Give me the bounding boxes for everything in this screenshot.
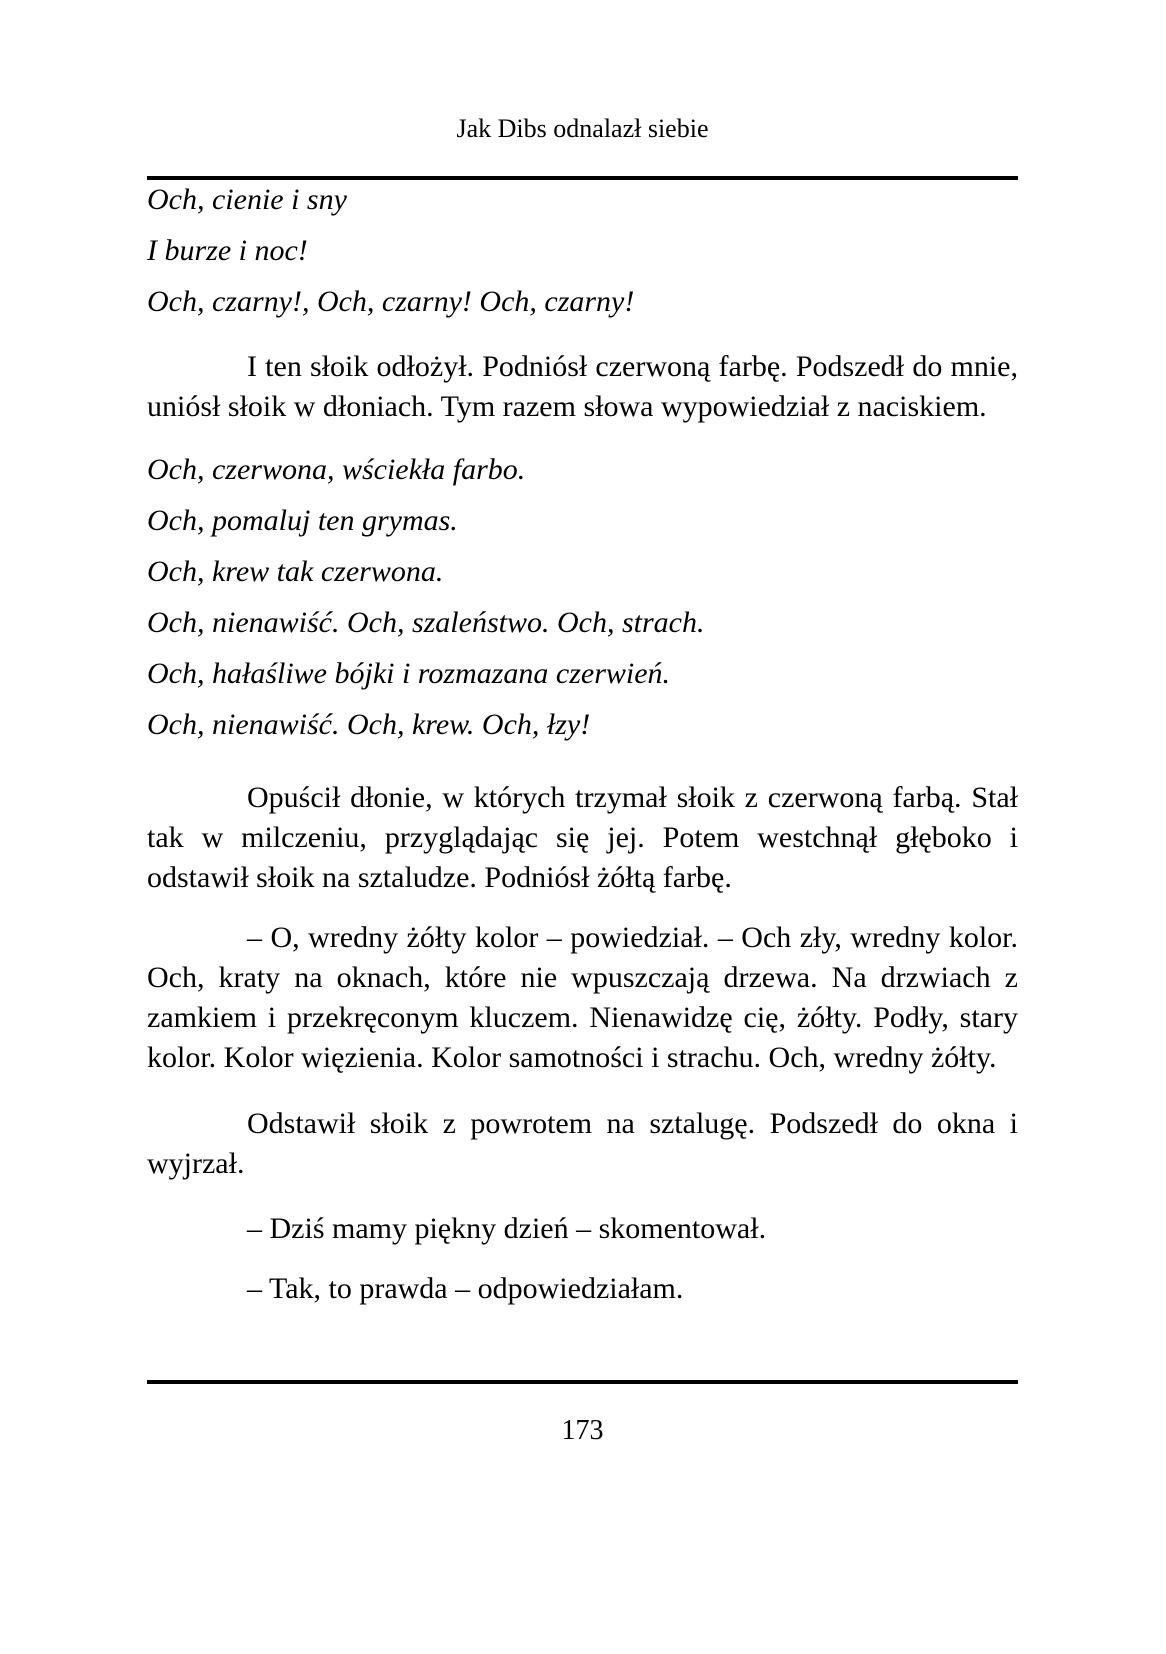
poem-line: Och, nienawiść. Och, szaleństwo. Och, strach. xyxy=(147,606,705,639)
poem-line: Och, czarny!, Och, czarny! Och, czarny! xyxy=(147,285,635,318)
page-number: 173 xyxy=(561,1415,604,1446)
poem-line: Och, pomaluj ten grymas. xyxy=(147,504,458,537)
paragraph: Odstawił słoik z powrotem na sztalugę. Podszedł do okna i wyjrzał. xyxy=(147,1107,1018,1180)
dialogue-line: – Tak, to prawda – odpowiedziałam. xyxy=(247,1272,684,1305)
poem-line: Och, czerwona, wściekła farbo. xyxy=(147,453,526,486)
poem-line: Och, krew tak czerwona. xyxy=(147,555,444,588)
page-title: Jak Dibs odnalazł siebie xyxy=(456,114,709,143)
dialogue-line: – Dziś mamy piękny dzień – skomentował. xyxy=(247,1212,767,1245)
paragraph: – O, wredny żółty kolor – powiedział. – Och zły, wredny kolor. Och, kraty na oknach, które nie wpuszczają drzewa. Na drzwiach z zamkiem i przekręconym kluczem. Nienawidzę cię, żółty. Podły, stary kolor. Kolor więzienia. Kolor samotności i strachu. Och, wredny żółty. xyxy=(147,921,1018,1074)
poem-line: Och, nienawiść. Och, krew. Och, łzy! xyxy=(147,708,591,741)
poem-line: Och, cienie i sny xyxy=(147,183,347,216)
footer-rule xyxy=(147,1380,1018,1384)
paragraph: I ten słoik odłożył. Podniósł czerwoną farbę. Podszedł do mnie, uniósł słoik w dłoniach. Tym razem słowa wypowiedział z naciskiem. xyxy=(147,350,1018,423)
paragraph: Opuścił dłonie, w których trzymał słoik z czerwoną farbą. Stał tak w milczeniu, przyglądając się jej. Potem westchnął głęboko i odstawił słoik na sztaludze. Podniósł żółtą farbę. xyxy=(147,781,1018,894)
poem-line: I burze i noc! xyxy=(147,234,308,267)
poem-line: Och, hałaśliwe bójki i rozmazana czerwień. xyxy=(147,657,671,690)
